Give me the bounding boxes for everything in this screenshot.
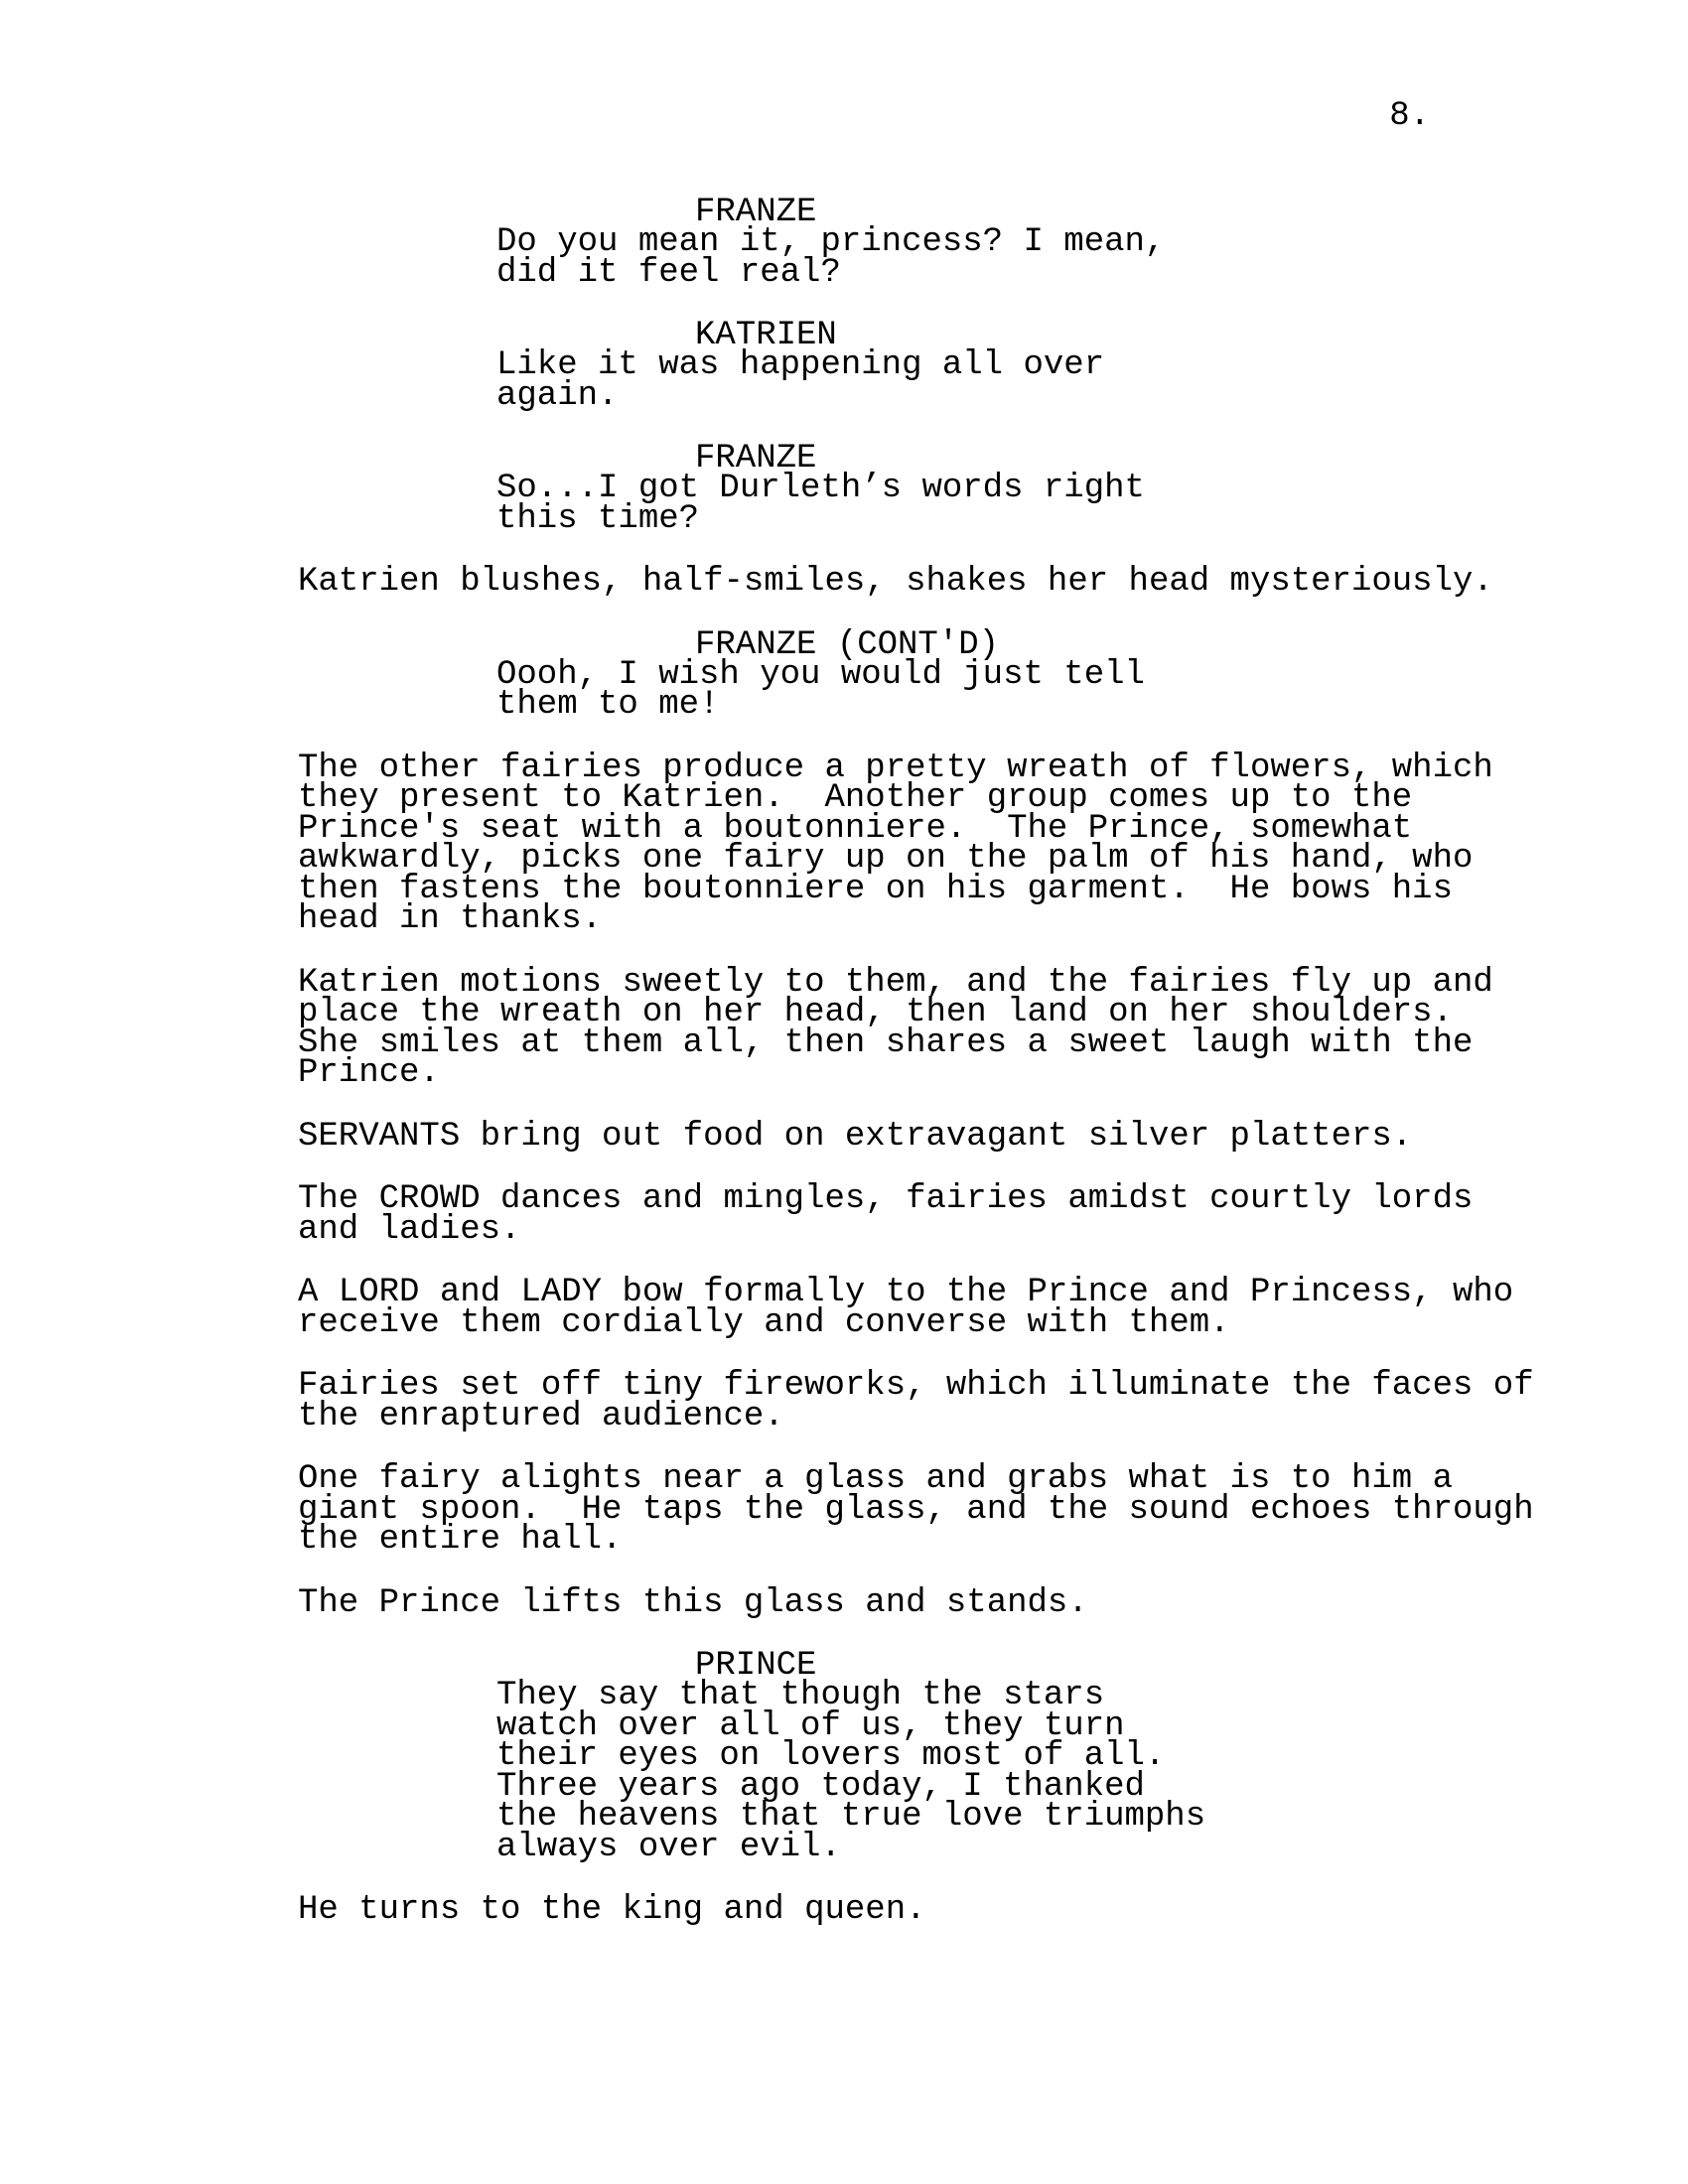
character-cue: FRANZE (CONT'D) — [695, 625, 1000, 664]
dialogue-line: Three years ago today, I thanked — [496, 1767, 1145, 1806]
dialogue-block — [298, 470, 1489, 538]
action-line: A LORD and LADY bow formally to the Prince and Princess, who — [298, 1274, 1514, 1311]
action-line: then fastens the boutonniere on his garment. He bows his — [298, 870, 1453, 908]
action-line: One fairy alights near a glass and grabs what is to him a — [298, 1460, 1453, 1498]
action-line: Katrien blushes, half-smiles, shakes her head mysteriously. — [298, 563, 1493, 601]
dialogue-block — [298, 223, 1489, 292]
character-cue: PRINCE — [695, 1647, 817, 1685]
dialogue-line: So...I got Durleth’s words right — [496, 470, 1145, 507]
dialogue-line: their eyes on lovers most of all. — [496, 1737, 1166, 1775]
action-line: Prince. — [298, 1054, 440, 1092]
action-line: Prince's seat with a boutonniere. The Prince, somewhat — [298, 809, 1413, 848]
action-line: they present to Katrien. Another group comes up to the — [298, 779, 1413, 817]
dialogue-line: Like it was happening all over — [496, 346, 1105, 384]
action-line: He turns to the king and queen. — [298, 1891, 926, 1929]
action-line: The other fairies produce a pretty wreath of flowers, which — [298, 749, 1493, 787]
action-line: place the wreath on her head, then land on her shoulders. — [298, 994, 1453, 1031]
dialogue-line: did it feel real? — [496, 253, 841, 292]
action-line: The Prince lifts this glass and stands. — [298, 1583, 1088, 1622]
dialogue-line: this time? — [496, 499, 700, 538]
action-block — [298, 749, 1493, 938]
action-block — [298, 1117, 1489, 1156]
action-block — [298, 1460, 1534, 1559]
action-line: The CROWD dances and mingles, fairies amidst courtly lords — [298, 1180, 1474, 1218]
dialogue-block — [298, 346, 1489, 415]
action-line: Fairies set off tiny fireworks, which illuminate the faces of — [298, 1367, 1534, 1405]
action-line: giant spoon. He taps the glass, and the sound echoes through — [298, 1490, 1534, 1529]
dialogue-line: the heavens that true love triumphs — [496, 1798, 1206, 1836]
action-block — [298, 1180, 1489, 1249]
dialogue-line: always over evil. — [496, 1828, 841, 1866]
action-line: SERVANTS bring out food on extravagant silver platters. — [298, 1117, 1413, 1156]
action-line: awkwardly, picks one fairy up on the palm of his hand, who — [298, 840, 1474, 878]
action-block — [298, 563, 1493, 601]
dialogue-line: them to me! — [496, 686, 720, 724]
dialogue-block — [298, 655, 1489, 724]
action-line: the enraptured audience. — [298, 1397, 784, 1435]
action-block — [298, 1274, 1514, 1342]
character-cue: FRANZE — [695, 440, 817, 478]
page-number: 8. — [1389, 97, 1430, 135]
dialogue-block — [298, 1677, 1489, 1866]
action-line: the entire hall. — [298, 1521, 623, 1559]
action-line: receive them cordially and converse with them. — [298, 1303, 1230, 1342]
dialogue-line: They say that though the stars — [496, 1677, 1105, 1714]
dialogue-line: Oooh, I wish you would just tell — [496, 655, 1145, 694]
action-block — [298, 1891, 1489, 1929]
character-cue: KATRIEN — [695, 317, 837, 354]
action-line: She smiles at them all, then shares a sweet laugh with the — [298, 1024, 1474, 1062]
character-cue: FRANZE — [695, 194, 817, 231]
dialogue-line: Do you mean it, princess? I mean, — [496, 223, 1166, 261]
action-line: head in thanks. — [298, 900, 603, 938]
action-block — [298, 963, 1493, 1092]
action-line: and ladies. — [298, 1210, 521, 1249]
action-line: Katrien motions sweetly to them, and the fairies fly up and — [298, 963, 1493, 1002]
dialogue-line: watch over all of us, they turn — [496, 1706, 1125, 1745]
dialogue-line: again. — [496, 376, 619, 415]
action-block — [298, 1583, 1489, 1622]
script-body — [298, 194, 1534, 1959]
action-block — [298, 1367, 1534, 1435]
